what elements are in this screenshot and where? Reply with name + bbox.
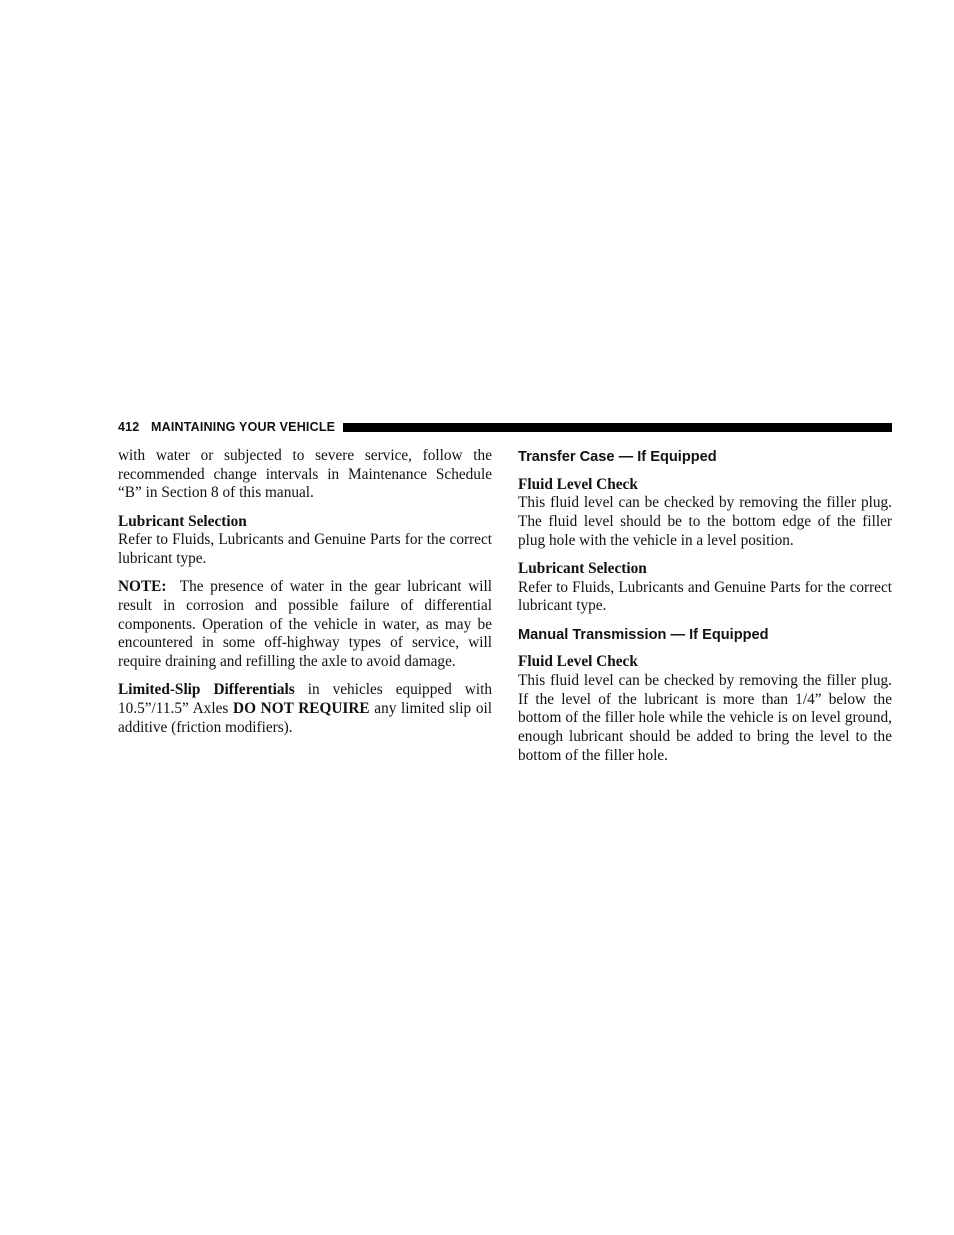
left-column [118,447,492,747]
note-paragraph [118,578,492,672]
note-label: NOTE: [118,578,167,596]
limited-slip-label: Limited-Slip Differentials [118,681,295,699]
right-column [518,447,892,775]
lubricant-selection-heading: Lubricant Selection [118,512,247,530]
page-header [118,420,892,436]
limited-slip-paragraph [118,681,492,737]
section-title: MAINTAINING YOUR VEHICLE [151,420,336,434]
intro-paragraph: with water or subjected to severe service, follow the recommended change intervals in Maintenance Schedule “B” in Section 8 of this manual. [118,447,492,502]
lubricant-selection-text: Refer to Fluids, Lubricants and Genuine Parts for the correct lubricant type. [118,531,492,568]
transfer-fluid-level-heading: Fluid Level Check [518,475,638,493]
limited-slip-emphasis: DO NOT REQUIRE [233,699,370,717]
note-text: The presence of water in the gear lubricant will result in corrosion and possible failure of differential components. Operation of the vehicle in water, as may be encountered in some off-highway types of service, will require draining and refilling the axle to avoid damage. [118,578,492,671]
transfer-fluid-level-text: This fluid level can be checked by removing the filler plug. The fluid level should be to the bottom edge of the filler plug hole with the vehicle in a level position. [518,494,892,549]
limited-slip-text-1: in vehicles equipped with 10.5”/11.5” Axles [118,681,492,717]
transfer-case-heading: Transfer Case — If Equipped [518,449,717,465]
transfer-lubricant-text: Refer to Fluids, Lubricants and Genuine Parts for the correct lubricant type. [518,578,892,615]
manual-fluid-level-heading: Fluid Level Check [518,653,638,671]
manual-fluid-level-text: This fluid level can be checked by removing the filler plug. If the level of the lubricant is more than 1/4” below the bottom of the filler hole while the vehicle is on level ground, enough lubricant should be added to bring the level to the bottom of the filler hole. [518,672,892,764]
transfer-lubricant-heading: Lubricant Selection [518,560,647,578]
limited-slip-text-2: any limited slip oil additive (friction modifiers). [118,699,492,736]
manual-transmission-heading: Manual Transmission — If Equipped [518,626,769,643]
page-number: 412 [118,420,140,434]
header-rule [343,423,892,432]
